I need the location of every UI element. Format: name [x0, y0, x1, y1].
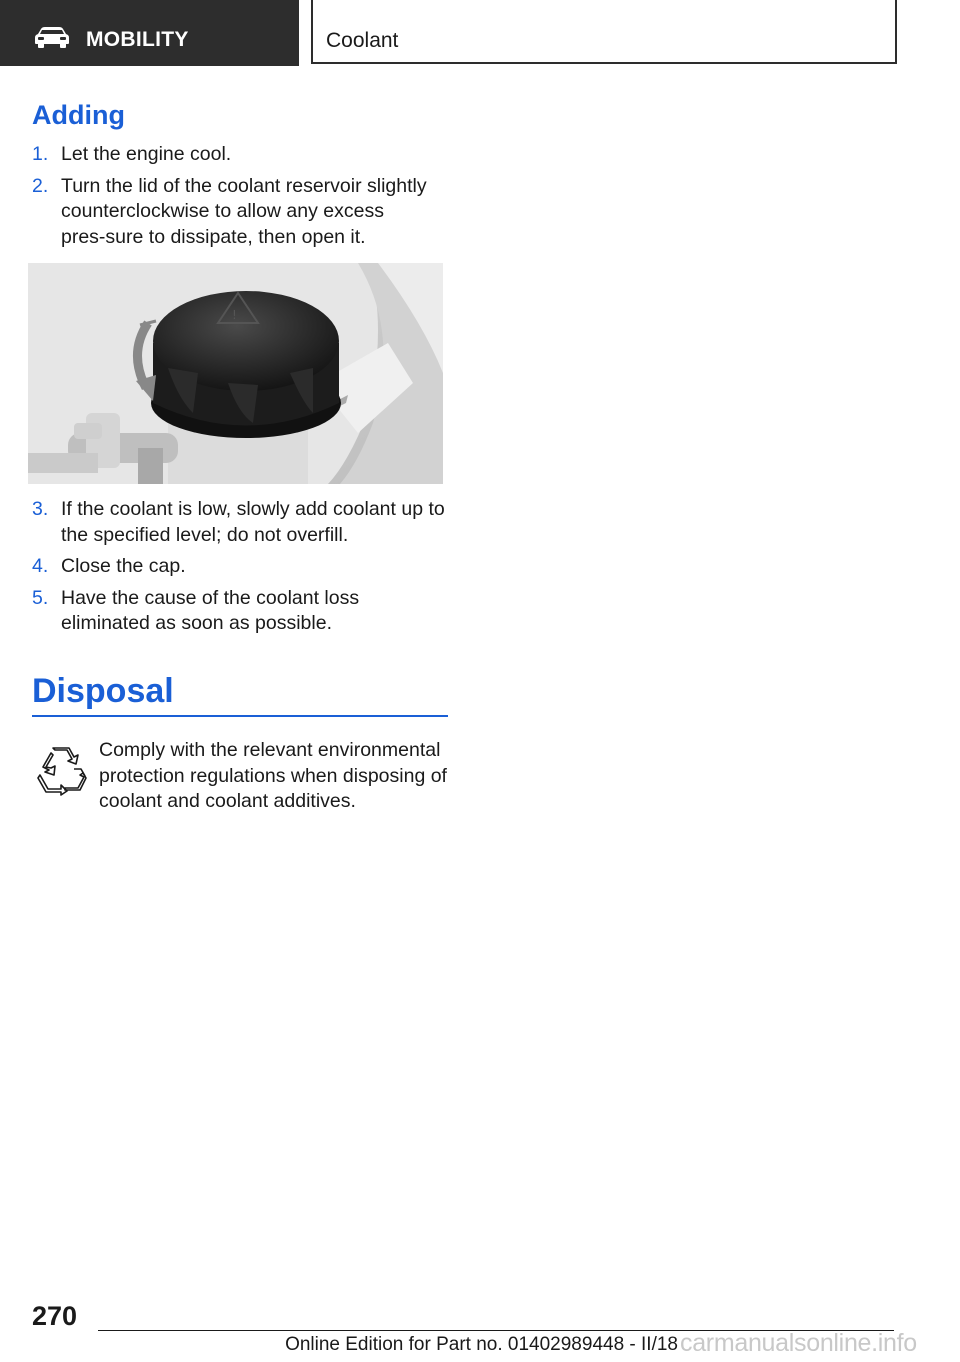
- chapter-label: Coolant: [326, 29, 399, 52]
- step-number: 5.: [32, 586, 49, 609]
- list-item: [32, 554, 448, 580]
- page-header: [0, 0, 896, 66]
- list-item: [32, 142, 448, 168]
- step-number: 3.: [32, 498, 49, 520]
- adding-steps-list: [32, 142, 448, 256]
- section-label: MOBILITY: [86, 28, 189, 51]
- disposal-heading: Disposal: [32, 672, 174, 710]
- adding-heading: Adding: [32, 100, 125, 130]
- note-text: Comply with the relevant environmental protection regulations when disposing of coolant and coolant additives.: [99, 739, 447, 812]
- recycle-icon: [34, 742, 88, 796]
- step-text: Let the engine cool.: [61, 143, 232, 165]
- step-text: If the coolant is low, slowly add coolant up to the specified level; do not overfill.: [61, 498, 445, 546]
- coolant-cap-illustration: [28, 263, 443, 484]
- step-text: Have the cause of the coolant loss eliminated as soon as possible.: [61, 586, 360, 634]
- edition-text: Online Edition for Part no. 01402989448 - II/18: [285, 1334, 678, 1355]
- step-number: 4.: [32, 555, 49, 577]
- step-text: Close the cap.: [61, 555, 186, 577]
- section-tab: [0, 0, 299, 66]
- svg-text:!: !: [232, 308, 237, 322]
- chapter-box: [311, 0, 897, 64]
- list-item: [32, 586, 448, 637]
- step-text: Turn the lid of the coolant reservoir slightly counterclockwise to allow any excess pres‑sure to dissipate, then open it.: [61, 174, 427, 248]
- step-number: 1.: [32, 143, 49, 165]
- car-icon: [34, 26, 70, 48]
- list-item: [32, 497, 448, 548]
- step-number: 2.: [32, 174, 49, 197]
- adding-steps-list-continued: [32, 497, 448, 643]
- list-item: [32, 174, 448, 251]
- watermark: carmanualsonline.info: [680, 1329, 917, 1357]
- heading-divider: [32, 715, 448, 717]
- page-number: 270: [32, 1301, 78, 1331]
